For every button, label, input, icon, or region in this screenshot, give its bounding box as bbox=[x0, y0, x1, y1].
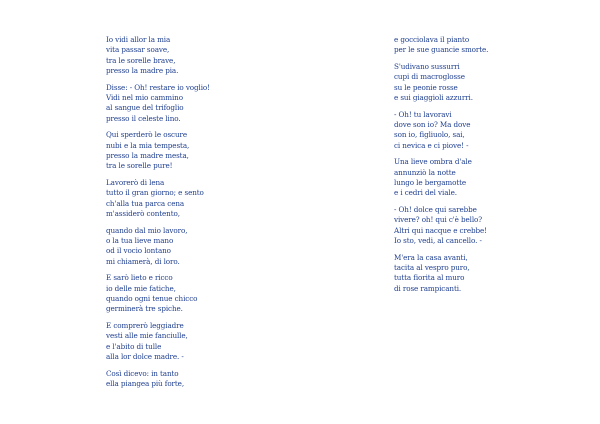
verse-line: per le sue guancie smorte. bbox=[394, 45, 489, 55]
verse-line: io delle mie fatiche, bbox=[106, 283, 176, 293]
verse-line: tra le sorelle pure! bbox=[106, 161, 173, 171]
verse-line: e gocciolava il pianto bbox=[394, 35, 470, 44]
stanza bbox=[106, 321, 296, 362]
verse-line: e i cedri del viale. bbox=[394, 188, 457, 198]
verse-line: ci nevica e ci piove! - bbox=[394, 140, 469, 150]
verse-line: Una lieve ombra d'ale bbox=[394, 157, 472, 167]
verse-line: E sarò lieto e ricco bbox=[106, 273, 173, 283]
stanza bbox=[106, 130, 296, 171]
verse-line: M'era la casa avanti, bbox=[394, 252, 468, 262]
verse-line: m'assiderò contento, bbox=[106, 208, 180, 218]
verse-line: annunziò la notte bbox=[394, 167, 456, 177]
verse-line: vesti alle mie fanciulle, bbox=[106, 331, 188, 341]
verse-line: - Oh! dolce qui sarebbe bbox=[394, 205, 477, 215]
verse-line: presso la madre mesta, bbox=[106, 150, 189, 160]
verse-line: S'udivano sussurri bbox=[394, 62, 460, 72]
verse-line: germinerà tre spiche. bbox=[106, 304, 183, 314]
verse-line: al sangue del trifoglio bbox=[106, 103, 184, 113]
verse-line: presso il celeste lino. bbox=[106, 113, 181, 123]
verse-line: od il vocio lontano bbox=[106, 246, 171, 256]
verse-line: quando dal mio lavoro, bbox=[106, 225, 188, 235]
verse-line: tutto il gran giorno; e sento bbox=[106, 188, 204, 198]
verse-line: e sui giaggioli azzurri. bbox=[394, 92, 473, 102]
verse-line: Altri qui nacque e crebbe! bbox=[394, 225, 487, 235]
verse-line: tra le sorelle brave, bbox=[106, 55, 176, 65]
verse-line: Disse: - Oh! restare io voglio! bbox=[106, 82, 210, 92]
stanza bbox=[394, 157, 544, 198]
verse-line: nubi e la mia tempesta, bbox=[106, 140, 190, 150]
verse-line: vivere? oh! qui c'è bello? bbox=[394, 215, 483, 225]
verse-line: ch'alla tua parca cena bbox=[106, 198, 185, 208]
verse-line: e l'abito di tulle bbox=[106, 341, 162, 351]
stanza bbox=[394, 110, 544, 151]
verse-line: alla lor dolce madre. - bbox=[106, 352, 184, 362]
verse-line: mi chiamerà, di loro. bbox=[106, 256, 180, 266]
stanza bbox=[394, 205, 544, 246]
verse-line: - Oh! tu lavoravi bbox=[394, 109, 452, 119]
stanza bbox=[394, 62, 544, 103]
stanza bbox=[106, 83, 296, 124]
verse-line: E comprerò leggiadre bbox=[106, 321, 184, 331]
verse-line: Vidi nel mio cammino bbox=[106, 92, 183, 102]
stanza bbox=[106, 35, 296, 76]
stanza bbox=[106, 369, 296, 390]
verse-line: dove son io? Ma dove bbox=[394, 120, 471, 130]
verse-line: Qui sperderò le oscure bbox=[106, 130, 187, 140]
verse-line: su le peonie rosse bbox=[394, 82, 458, 92]
stanza bbox=[394, 253, 544, 294]
verse-line: Io vidi allor la mia bbox=[106, 35, 171, 44]
verse-line: presso la madre pia. bbox=[106, 65, 179, 75]
stanza bbox=[106, 226, 296, 267]
verse-line: o la tua lieve mano bbox=[106, 236, 174, 246]
verse-line: tutta fiorita al muro bbox=[394, 273, 465, 283]
verse-line: cupi di macroglosse bbox=[394, 72, 465, 82]
poem-column-right bbox=[394, 35, 544, 301]
verse-line: Così dicevo: in tanto bbox=[106, 368, 179, 378]
stanza bbox=[394, 35, 544, 56]
verse-line: quando ogni tenue chicco bbox=[106, 294, 198, 304]
verse-line: Io sto, vedi, al cancello. - bbox=[394, 236, 482, 246]
verse-line: son io, figliuolo, sai, bbox=[394, 130, 465, 140]
verse-line: di rose rampicanti. bbox=[394, 283, 462, 293]
verse-line: vita passar soave, bbox=[106, 45, 170, 55]
verse-line: Lavorerò di lena bbox=[106, 178, 165, 188]
verse-line: ella piangea più forte, bbox=[106, 379, 185, 389]
verse-line: lungo le bergamotte bbox=[394, 178, 467, 188]
stanza bbox=[106, 178, 296, 219]
stanza bbox=[106, 273, 296, 314]
poem-column-left bbox=[106, 35, 296, 396]
verse-line: tacita al vespro puro, bbox=[394, 263, 470, 273]
